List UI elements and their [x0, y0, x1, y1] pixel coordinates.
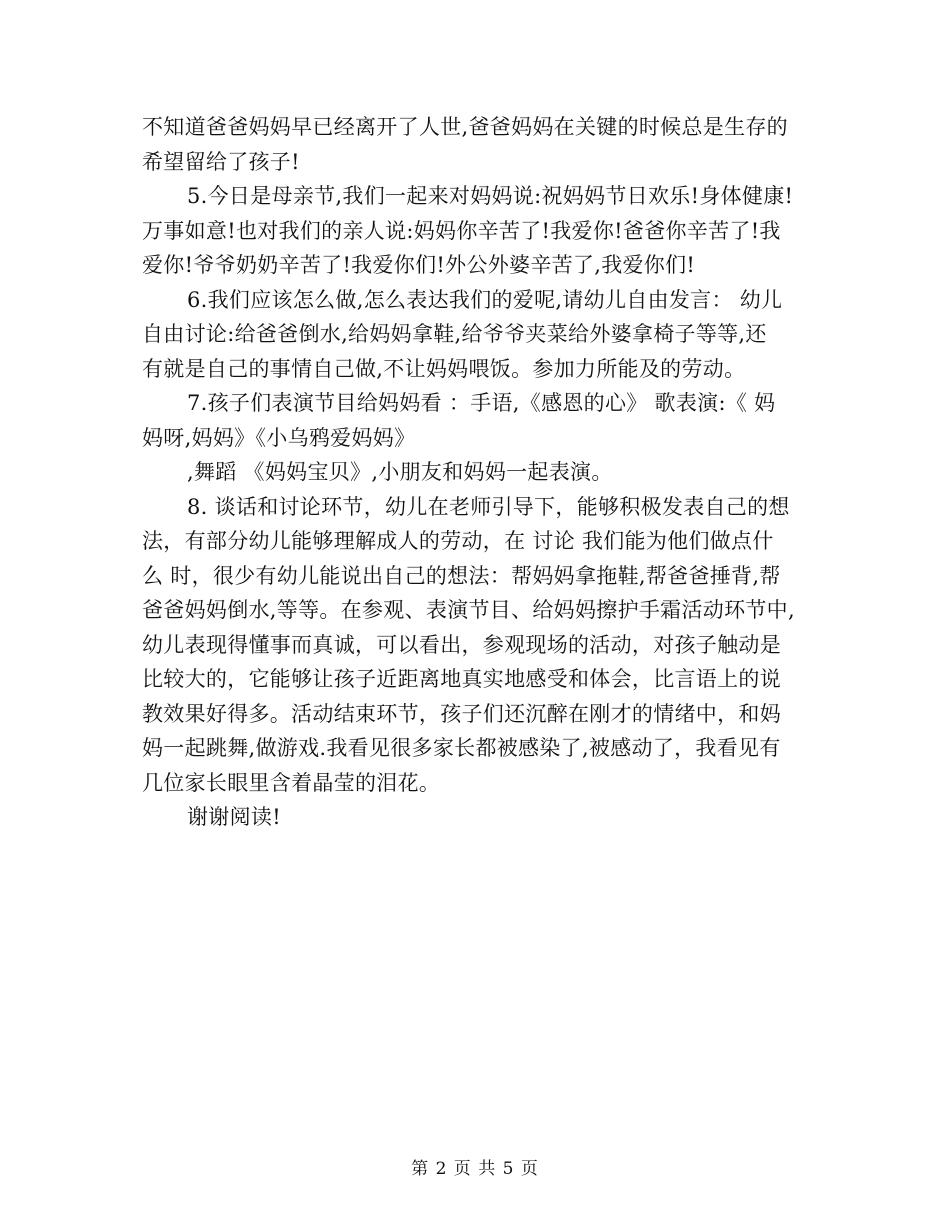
text-line: 自由讨论:给爸爸倒水,给妈妈拿鞋,给爷爷夹菜给外婆拿椅子等等,还: [142, 322, 767, 346]
document-body: [142, 110, 822, 835]
text-line: 爸爸妈妈倒水,等等。在参观、表演节目、给妈妈擦护手霜活动环节中,: [142, 598, 795, 622]
paragraph-item-6: 6.我们应该怎么做,怎么表达我们的爱呢,请幼儿自由发言： 幼儿: [187, 287, 783, 312]
text-line: 万事如意!也对我们的亲人说:妈妈你辛苦了!我爱你!爸爸你辛苦了!我: [142, 218, 781, 243]
text-line: ,舞蹈 《妈妈宝贝》,小朋友和妈妈一起表演。: [187, 460, 613, 484]
text-line: 几位家长眼里含着晶莹的泪花。: [142, 770, 441, 795]
paragraph-item-7: 7.孩子们表演节目给妈妈看 ：手语,《感恩的心》 歌表演:《 妈: [187, 391, 776, 415]
text-line: 有就是自己的事情自己做,不让妈妈喂饭。参加力所能及的劳动。: [142, 356, 746, 381]
text-line: 幼儿表现得懂事而真诚，可以看出，参观现场的活动，对孩子触动是: [142, 632, 781, 657]
paragraph-item-5: 5.今日是母亲节,我们一起来对妈妈说:祝妈妈节日欢乐!身体健康!: [187, 184, 794, 208]
text-line: 不知道爸爸妈妈早已经离开了人世,爸爸妈妈在关键的时候总是生存的: [142, 115, 788, 139]
text-line: 法，有部分幼儿能够理解成人的劳动，在 讨论 我们能为他们做点什: [142, 529, 774, 553]
paragraph-item-8: 8. 谈话和讨论环节，幼儿在老师引导下，能够积极发表自己的想: [187, 494, 790, 519]
closing-line: 谢谢阅读!: [187, 805, 281, 829]
text-line: 妈一起跳舞,做游戏.我看见很多家长都被感染了,被感动了，我看见有: [142, 736, 781, 760]
text-line: 比较大的，它能够让孩子近距离地真实地感受和体会，比言语上的说: [142, 667, 781, 691]
text-line: 妈呀,妈妈》《小乌鸦爱妈妈》: [142, 425, 416, 450]
text-line: 教效果好得多。活动结束环节，孩子们还沉醉在刚才的情绪中，和妈: [142, 701, 781, 726]
page-number-footer: 第 2 页 共 5 页: [411, 1159, 539, 1179]
text-line: 希望留给了孩子!: [142, 149, 300, 174]
text-line: 爱你!爷爷奶奶辛苦了!我爱你们!外公外婆辛苦了,我爱你们!: [142, 253, 696, 277]
text-line: 么 时，很少有幼儿能说出自己的想法：帮妈妈拿拖鞋,帮爸爸捶背,帮: [142, 563, 781, 588]
